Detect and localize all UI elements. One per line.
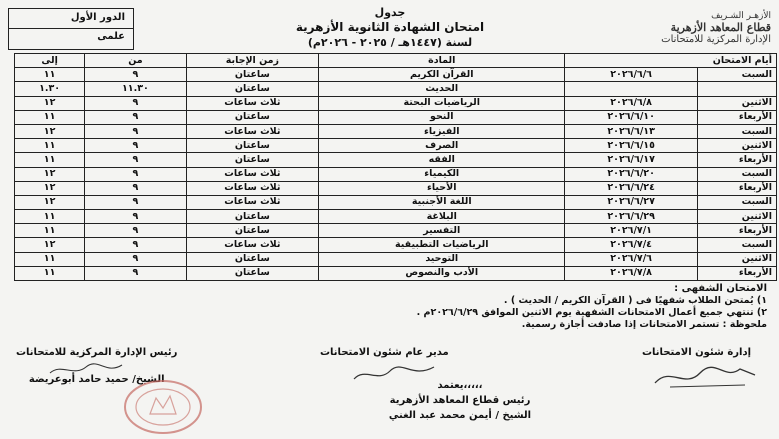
day-cell: الاثنين — [697, 96, 776, 110]
duration-cell: ساعتان — [186, 266, 319, 280]
date-cell: ٢٠٢٦/٦/١٠ — [565, 110, 698, 124]
day-cell: الاثنين — [697, 139, 776, 153]
date-cell: ٢٠٢٦/٧/١ — [565, 224, 698, 238]
official-stamp-icon — [122, 378, 204, 436]
from-cell: ٩ — [85, 252, 186, 266]
date-cell: ٢٠٢٦/٧/٨ — [565, 266, 698, 280]
date-cell: ٢٠٢٦/٧/٤ — [565, 238, 698, 252]
duration-cell: ثلاث ساعات — [186, 124, 319, 138]
subject-cell: الرياضيات التطبيقية — [319, 238, 565, 252]
handwritten-signature-icon — [46, 361, 126, 379]
to-cell: ١٢ — [15, 124, 85, 138]
duration-cell: ساعتان — [186, 139, 319, 153]
duration-cell: ساعتان — [186, 68, 319, 82]
table-row — [15, 124, 777, 138]
date-cell: ٢٠٢٦/٦/٢٧ — [565, 195, 698, 209]
doc-year: لسنة (١٤٤٧هـ / ٢٠٢٥ - ٢٠٢٦م) — [307, 36, 473, 49]
table-row — [15, 167, 777, 181]
date-cell — [565, 82, 698, 96]
subject-cell: الأحياء — [319, 181, 565, 195]
day-cell: السبت — [697, 238, 776, 252]
date-cell: ٢٠٢٦/٧/٦ — [565, 252, 698, 266]
day-cell: السبت — [697, 68, 776, 82]
to-cell: ١٢ — [15, 195, 85, 209]
oral-exam-notes — [27, 283, 767, 331]
signature-title: مدير عام شئون الامتحانات — [320, 347, 449, 358]
subject-cell: الصرف — [319, 139, 565, 153]
from-cell: ٩ — [85, 153, 186, 167]
to-cell: ١٢ — [15, 238, 85, 252]
day-cell: الأربعاء — [697, 224, 776, 238]
table-row — [15, 153, 777, 167]
table-row — [15, 195, 777, 209]
from-cell: ٩ — [85, 224, 186, 238]
to-cell: ١٢ — [15, 167, 85, 181]
approver-name: الشيخ / أيمن محمد عبد الغني — [388, 410, 532, 421]
oral-note: ملحوظة : تستمر الامتحانات إذا صادفت أجازة رسمية. — [521, 319, 767, 330]
subject-cell: البلاغة — [319, 210, 565, 224]
signature-title: رئيس الإدارة المركزية للامتحانات — [16, 347, 178, 358]
duration-cell: ساعتان — [186, 110, 319, 124]
to-cell: ١١ — [15, 266, 85, 280]
table-row — [15, 252, 777, 266]
signature-name: الشيخ/ حميد حامد أبوعريضة — [28, 374, 165, 385]
oral-item-1: ١) يُمتحن الطلاب شفهيًا فى ( القرآن الكريم / الحديث ) . — [503, 295, 767, 306]
date-cell: ٢٠٢٦/٦/٨ — [565, 96, 698, 110]
date-cell: ٢٠٢٦/٦/٦ — [565, 68, 698, 82]
day-cell: الأربعاء — [697, 110, 776, 124]
date-cell: ٢٠٢٦/٦/٢٠ — [565, 167, 698, 181]
header-days: أيام الامتحان — [565, 54, 777, 68]
from-cell: ٩ — [85, 195, 186, 209]
table-row — [15, 181, 777, 195]
to-cell: ١١ — [15, 68, 85, 82]
to-cell: ١١ — [15, 224, 85, 238]
to-cell: ١.٣٠ — [15, 82, 85, 96]
day-cell: الأربعاء — [697, 153, 776, 167]
oral-heading: الامتحان الشفهى : — [674, 283, 767, 294]
subject-cell: الفيزياء — [319, 124, 565, 138]
org-line-3: الإدارة المركزية للامتحانات — [661, 34, 771, 45]
duration-cell: ساعتان — [186, 82, 319, 96]
table-header-row — [15, 54, 777, 68]
day-cell: الأربعاء — [697, 266, 776, 280]
header-subject: المادة — [319, 54, 565, 68]
subject-cell: الحديث — [319, 82, 565, 96]
to-cell: ١١ — [15, 110, 85, 124]
subject-cell: الفقه — [319, 153, 565, 167]
duration-cell: ثلاث ساعات — [186, 238, 319, 252]
table-row — [15, 266, 777, 280]
approval-block — [340, 378, 580, 423]
subject-cell: التوحيد — [319, 252, 565, 266]
subject-cell: القرآن الكريم — [319, 68, 565, 82]
day-cell: السبت — [697, 124, 776, 138]
from-cell: ٩ — [85, 181, 186, 195]
to-cell: ١١ — [15, 210, 85, 224]
signature-title: إدارة شئون الامتحانات — [642, 347, 751, 358]
signature-general-manager — [320, 347, 449, 358]
approval-label: يعتمد،،،،، — [437, 380, 483, 391]
duration-cell: ثلاث ساعات — [186, 195, 319, 209]
handwritten-signature-icon — [650, 361, 760, 391]
header-duration: زمن الإجابة — [186, 54, 319, 68]
subject-cell: الكيمياء — [319, 167, 565, 181]
signature-exam-affairs — [642, 347, 751, 358]
subject-cell: التفسير — [319, 224, 565, 238]
round-box — [8, 8, 134, 50]
day-cell: السبت — [697, 195, 776, 209]
day-cell: الاثنين — [697, 252, 776, 266]
day-cell: الاثنين — [697, 210, 776, 224]
subject-cell: اللغة الأجنبية — [319, 195, 565, 209]
date-cell: ٢٠٢٦/٦/١٣ — [565, 124, 698, 138]
round-label: الدور الأول — [70, 12, 125, 23]
subject-cell: النحو — [319, 110, 565, 124]
date-cell: ٢٠٢٦/٦/٢٤ — [565, 181, 698, 195]
approver-title: رئيس قطاع المعاهد الأزهرية — [389, 395, 531, 406]
date-cell: ٢٠٢٦/٦/٢٩ — [565, 210, 698, 224]
from-cell: ٩ — [85, 210, 186, 224]
from-cell: ٩ — [85, 139, 186, 153]
to-cell: ١٢ — [15, 181, 85, 195]
duration-cell: ثلاث ساعات — [186, 96, 319, 110]
subject-cell: الأدب والنصوص — [319, 266, 565, 280]
subject-cell: الرياضيات البحتة — [319, 96, 565, 110]
to-cell: ١١ — [15, 139, 85, 153]
from-cell: ٩ — [85, 110, 186, 124]
duration-cell: ثلاث ساعات — [186, 181, 319, 195]
duration-cell: ثلاث ساعات — [186, 167, 319, 181]
duration-cell: ساعتان — [186, 252, 319, 266]
header-from: من — [85, 54, 186, 68]
to-cell: ١٢ — [15, 96, 85, 110]
from-cell: ٩ — [85, 68, 186, 82]
table-row — [15, 210, 777, 224]
table-row — [15, 68, 777, 82]
doc-title: جدول — [374, 6, 406, 19]
duration-cell: ساعتان — [186, 153, 319, 167]
from-cell: ٩ — [85, 266, 186, 280]
branch-label: علمى — [97, 31, 125, 42]
day-cell — [697, 82, 776, 96]
from-cell: ٩ — [85, 238, 186, 252]
day-cell: السبت — [697, 167, 776, 181]
table-row — [15, 224, 777, 238]
to-cell: ١١ — [15, 153, 85, 167]
from-cell: ٩ — [85, 124, 186, 138]
table-row — [15, 139, 777, 153]
duration-cell: ساعتان — [186, 224, 319, 238]
table-row — [15, 96, 777, 110]
oral-item-2: ٢) تنتهي جميع أعمال الامتحانات الشفهية يوم الاثنين الموافق ٢٠٢٦/٦/٢٩م . — [416, 307, 767, 318]
table-row — [15, 110, 777, 124]
date-cell: ٢٠٢٦/٦/١٧ — [565, 153, 698, 167]
round-divider — [9, 28, 133, 29]
org-line-1: الأزهـر الشـريف — [711, 11, 771, 21]
from-cell: ٩ — [85, 96, 186, 110]
header-to: إلى — [15, 54, 85, 68]
exam-schedule-table — [14, 53, 777, 281]
org-header-logo — [551, 10, 771, 46]
from-cell: ٩ — [85, 167, 186, 181]
table-row — [15, 82, 777, 96]
day-cell: الأربعاء — [697, 181, 776, 195]
from-cell: ١١.٣٠ — [85, 82, 186, 96]
table-row — [15, 238, 777, 252]
doc-subtitle: امتحان الشهادة الثانوية الأزهرية — [295, 20, 485, 34]
to-cell: ١١ — [15, 252, 85, 266]
org-line-2: قطاع المعاهد الأزهرية — [670, 21, 771, 34]
date-cell: ٢٠٢٦/٦/١٥ — [565, 139, 698, 153]
duration-cell: ساعتان — [186, 210, 319, 224]
